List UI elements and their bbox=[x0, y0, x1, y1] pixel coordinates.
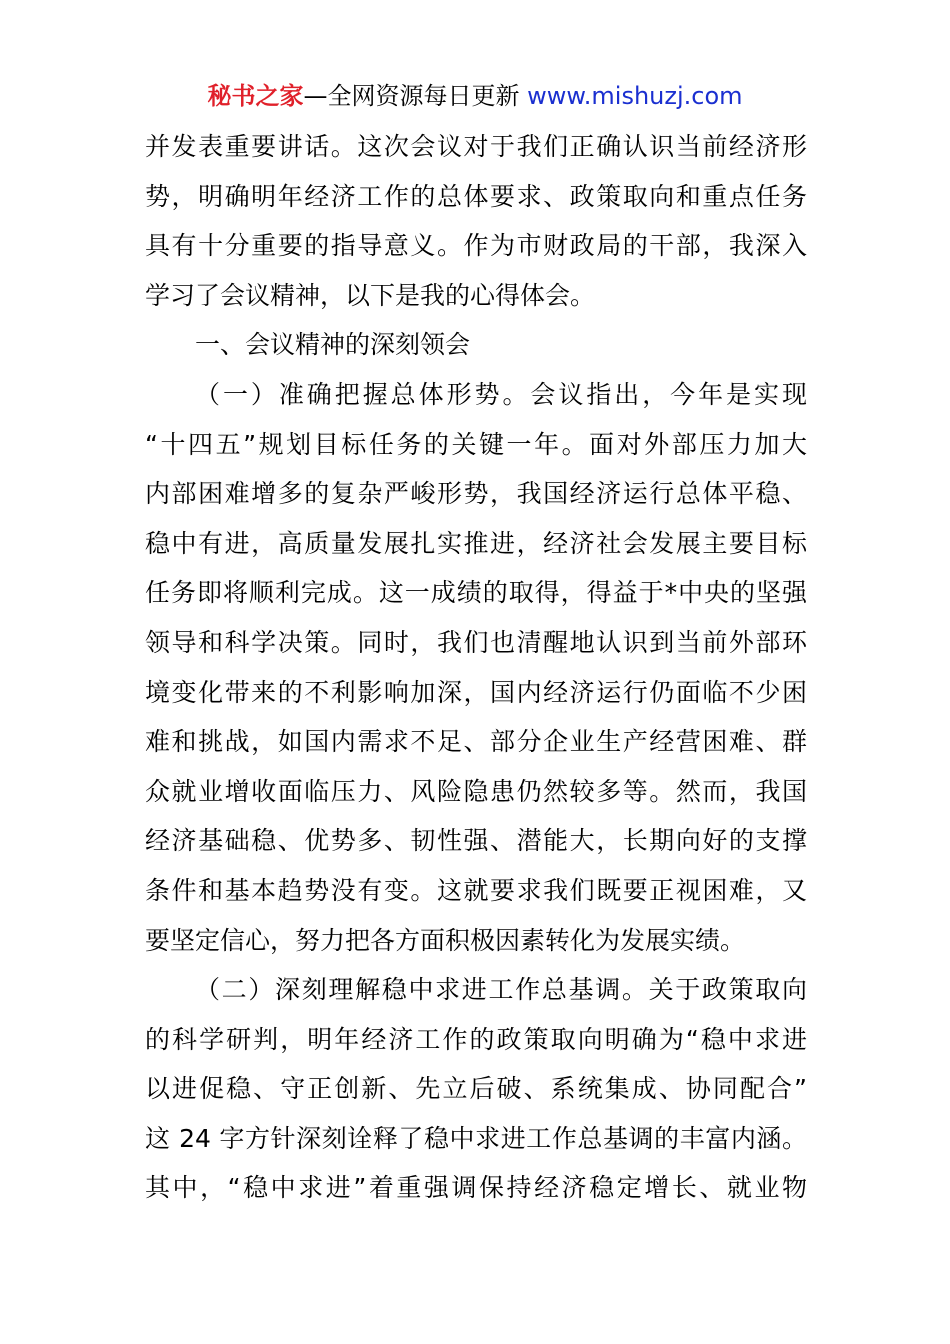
text-line: 稳中有进，高质量发展扎实推进，经济社会发展主要目标 bbox=[145, 528, 807, 558]
text-line: 要坚定信心，努力把各方面积极因素转化为发展实绩。 bbox=[145, 925, 746, 955]
text-line: 学习了会议精神，以下是我的心得体会。 bbox=[145, 280, 596, 310]
text-line: 的科学研判，明年经济工作的政策取向明确为“稳中求进 bbox=[145, 1024, 807, 1054]
text-line: 其中，“稳中求进”着重强调保持经济稳定增长、就业物 bbox=[145, 1173, 807, 1203]
text-line: 领导和科学决策。同时，我们也清醒地认识到当前外部环 bbox=[145, 627, 807, 657]
subsection-heading-line: （一）准确把握总体形势。会议指出，今年是实现 bbox=[195, 379, 807, 409]
text-line: 势，明确明年经济工作的总体要求、政策取向和重点任务 bbox=[145, 181, 807, 211]
subsection-heading-line: （二）深刻理解稳中求进工作总基调。关于政策取向 bbox=[195, 975, 807, 1005]
site-brand: 秘书之家 bbox=[207, 82, 304, 110]
text-line: 任务即将顺利完成。这一成绩的取得，得益于*中央的坚强 bbox=[145, 578, 807, 608]
text-line: 境变化带来的不利影响加深，国内经济运行仍面临不少困 bbox=[145, 677, 807, 707]
site-url-link[interactable]: www.mishuzj.com bbox=[527, 82, 743, 110]
text-line: 条件和基本趋势没有变。这就要求我们既要正视困难，又 bbox=[145, 875, 807, 905]
text-line: 以进促稳、守正创新、先立后破、系统集成、协同配合” bbox=[145, 1074, 807, 1104]
document-body bbox=[145, 122, 807, 1213]
text-line: 难和挑战，如国内需求不足、部分企业生产经营困难、群 bbox=[145, 727, 807, 757]
section-heading: 一、会议精神的深刻领会 bbox=[195, 330, 471, 360]
text-line: 众就业增收面临压力、风险隐患仍然较多等。然而，我国 bbox=[145, 776, 807, 806]
text-line: 具有十分重要的指导意义。作为市财政局的干部，我深入 bbox=[145, 231, 807, 261]
page-header bbox=[0, 78, 950, 114]
site-tagline: —全网资源每日更新 bbox=[303, 82, 528, 110]
text-line: “十四五”规划目标任务的关键一年。面对外部压力加大 bbox=[145, 429, 807, 459]
text-line: 这 24 字方针深刻诠释了稳中求进工作总基调的丰富内涵。 bbox=[145, 1123, 807, 1153]
text-line: 并发表重要讲话。这次会议对于我们正确认识当前经济形 bbox=[145, 132, 807, 161]
text-line: 经济基础稳、优势多、韧性强、潜能大，长期向好的支撑 bbox=[145, 826, 807, 856]
text-line: 内部困难增多的复杂严峻形势，我国经济运行总体平稳、 bbox=[145, 479, 807, 509]
